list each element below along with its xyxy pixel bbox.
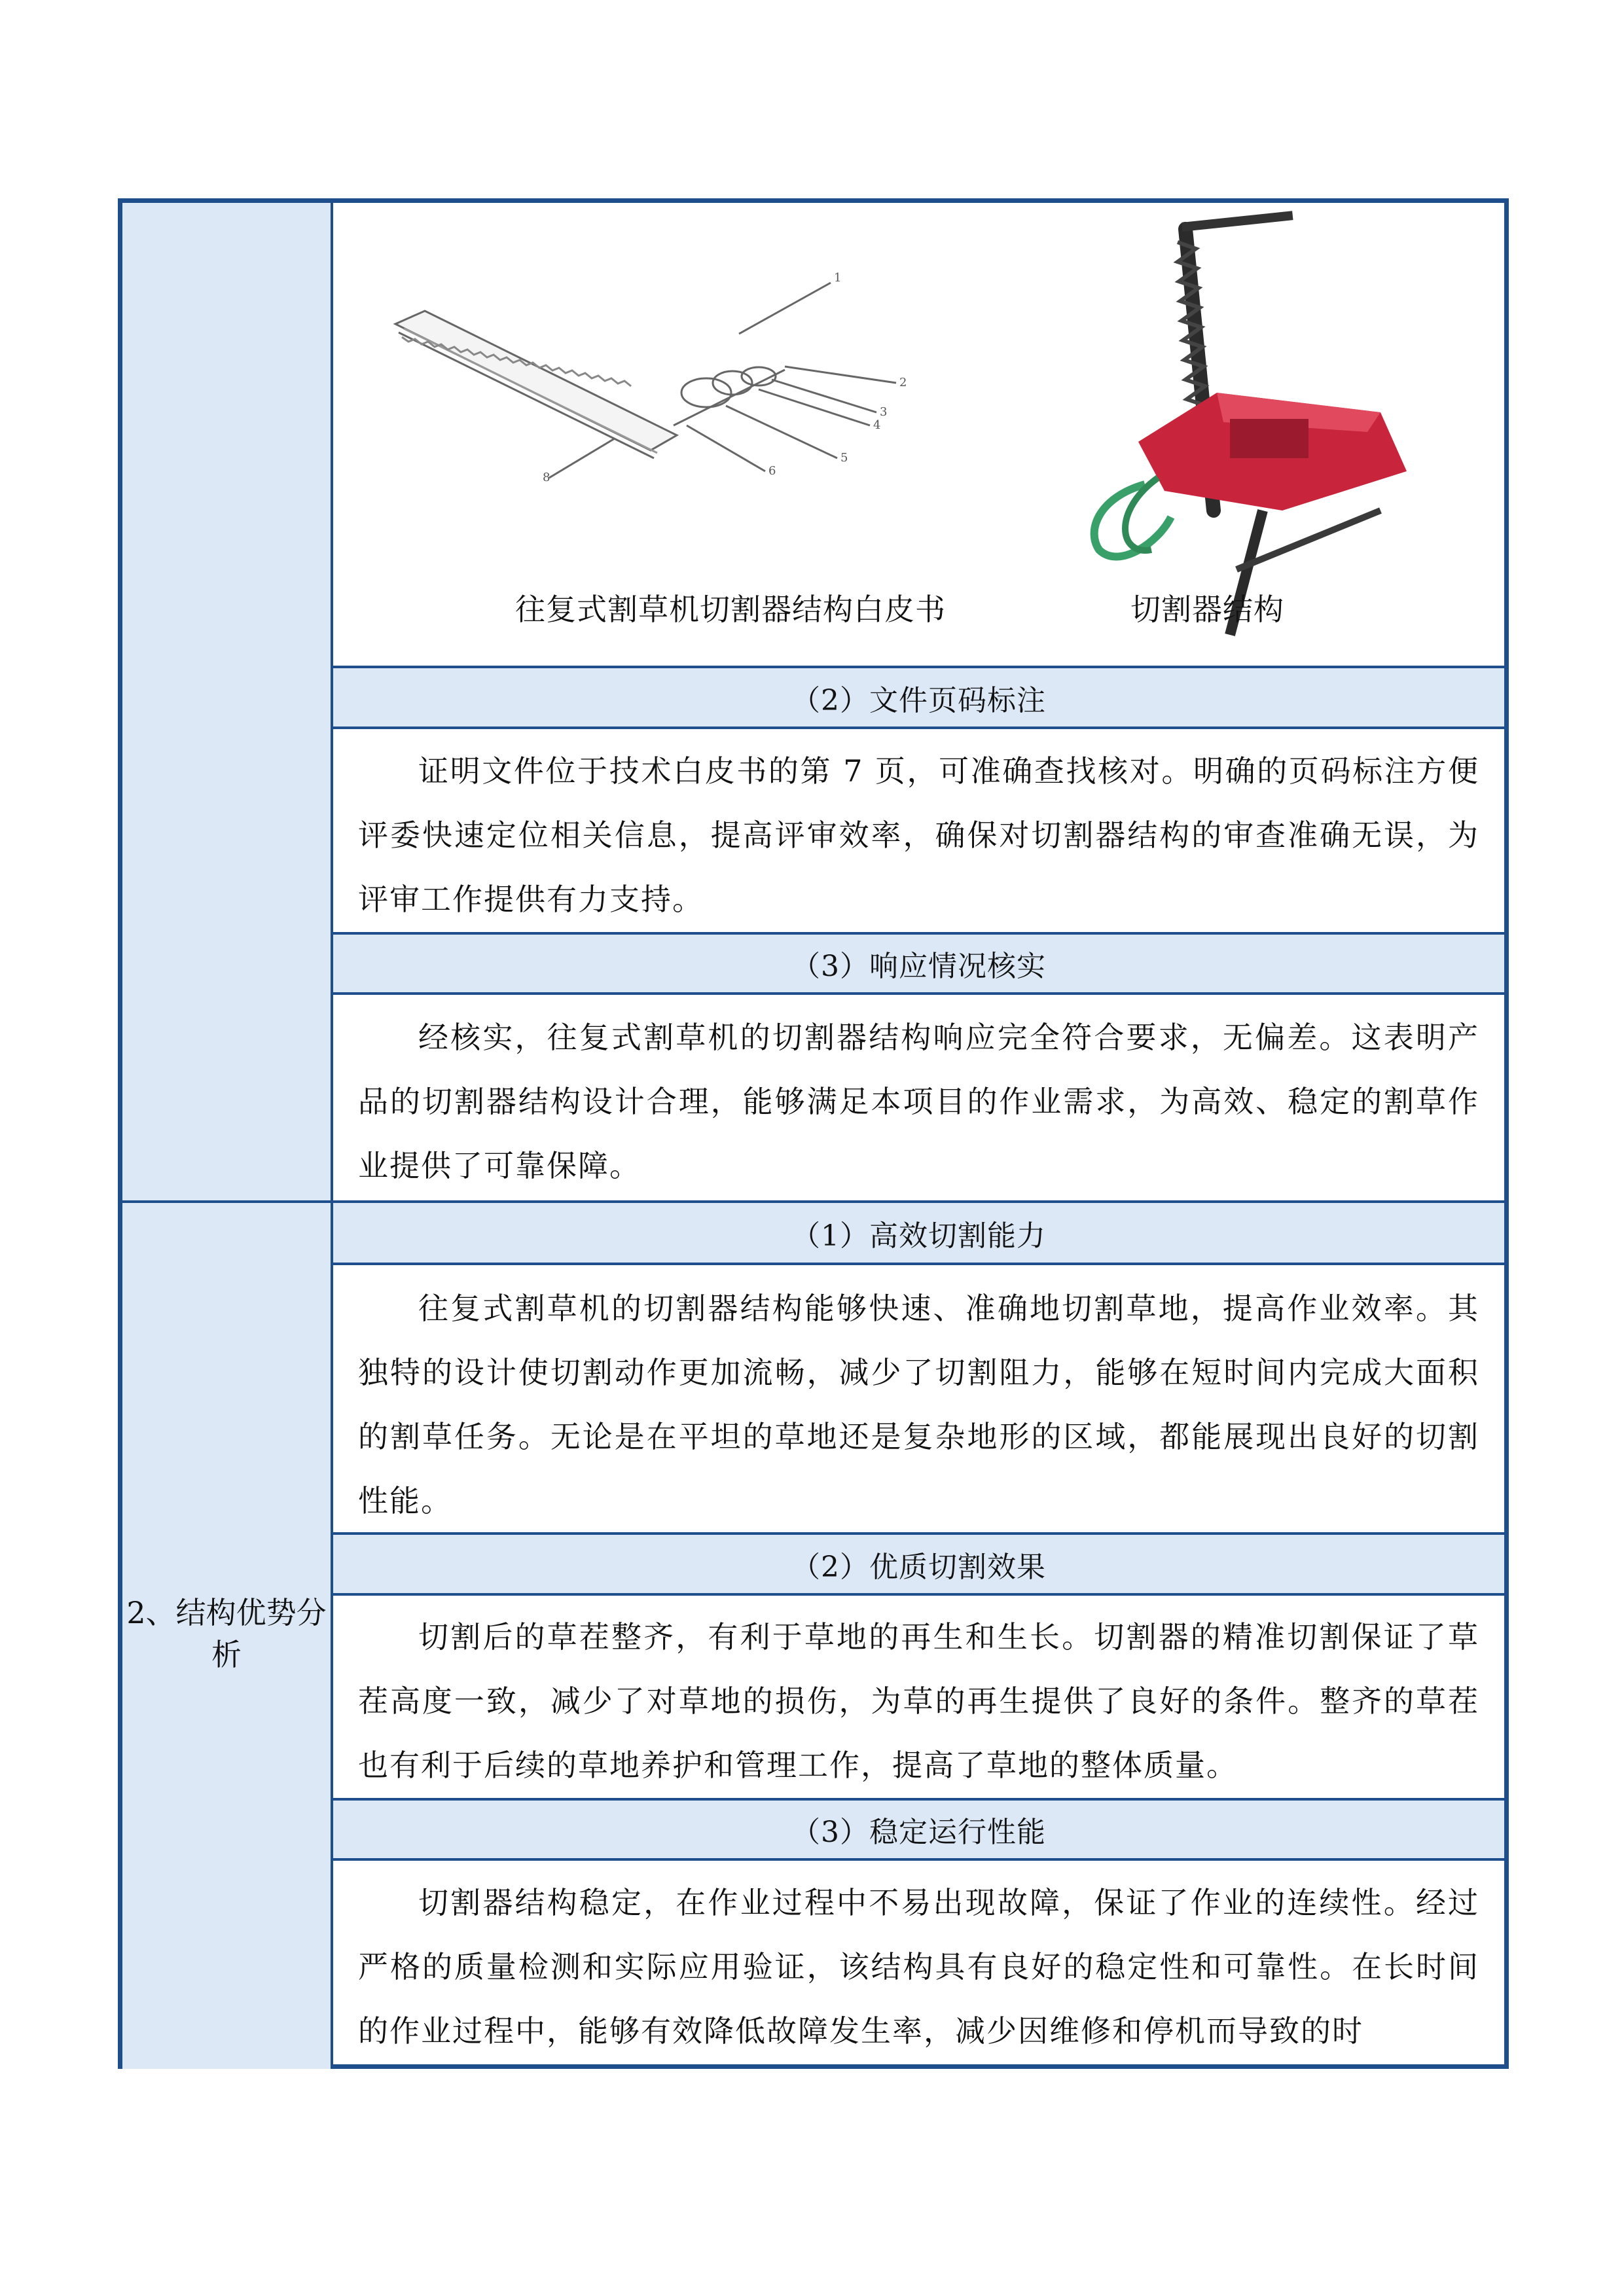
content-table [118, 198, 1509, 2069]
row-divider [333, 726, 1504, 729]
section-heading-page-number: （2）文件页码标注 [333, 668, 1504, 726]
structure-advantage-label: 2、结构优势分析 [126, 1595, 327, 1672]
svg-text:8: 8 [543, 471, 550, 484]
svg-text:1: 1 [834, 271, 842, 285]
paragraph-stable-operation: 切割器结构稳定，在作业过程中不易出现故障，保证了作业的连续性。经过严格的质量检测和实际应用验证，该结构具有良好的稳定性和可靠性。在长时间的作业过程中，能够有效降低故障发生率，减少因维修和停机而导致的时 [358, 1885, 1479, 2049]
paragraph-efficient-cutting: 往复式割草机的切割器结构能够快速、准确地切割草地，提高作业效率。其独特的设计使切割动作更加流畅，减少了切割阻力，能够在短时间内完成大面积的割草任务。无论是在平坦的草地还是复杂地形的区域，都能展现出良好的切割性能。 [358, 1291, 1479, 1518]
figure-caption-left: 往复式割草机切割器结构白皮书 [515, 592, 946, 627]
svg-text:4: 4 [873, 418, 881, 432]
svg-text:2: 2 [899, 376, 907, 389]
row-divider [333, 992, 1504, 995]
row-divider [333, 1593, 1504, 1596]
section-heading-efficient-cutting: （1）高效切割能力 [333, 1203, 1504, 1263]
row-divider [333, 1263, 1504, 1265]
cutter-drawing-figure [395, 271, 907, 484]
section-heading-response-check: （3）响应情况核实 [333, 935, 1504, 992]
svg-text:6: 6 [768, 464, 776, 478]
cutter-photo-figure [1094, 211, 1407, 635]
svg-text:5: 5 [840, 451, 848, 465]
paragraph-page-number: 证明文件位于技术白皮书的第 7 页，可准确查找核对。明确的页码标注方便评委快速定位相关信息，提高评审效率，确保对切割器结构的审查准确无误，为评审工作提供有力支持。 [358, 753, 1479, 917]
svg-text:3: 3 [880, 405, 888, 419]
row1-label-cell [122, 203, 331, 1200]
row-divider [333, 1858, 1504, 1861]
section-heading-quality-cutting: （2）优质切割效果 [333, 1535, 1504, 1593]
paragraph-response-check: 经核实，往复式割草机的切割器结构响应完全符合要求，无偏差。这表明产品的切割器结构设计合理，能够满足本项目的作业需求，为高效、稳定的割草作业提供了可靠保障。 [358, 1020, 1479, 1183]
section-heading-stable-operation: （3）稳定运行性能 [333, 1801, 1504, 1858]
figure-caption-right: 切割器结构 [1130, 592, 1284, 627]
paragraph-quality-cutting: 切割后的草茬整齐，有利于草地的再生和生长。切割器的精准切割保证了草茬高度一致，减少了对草地的损伤，为草的再生提供了良好的条件。整齐的草茬也有利于后续的草地养护和管理工作，提高了草地的整体质量。 [358, 1619, 1479, 1783]
